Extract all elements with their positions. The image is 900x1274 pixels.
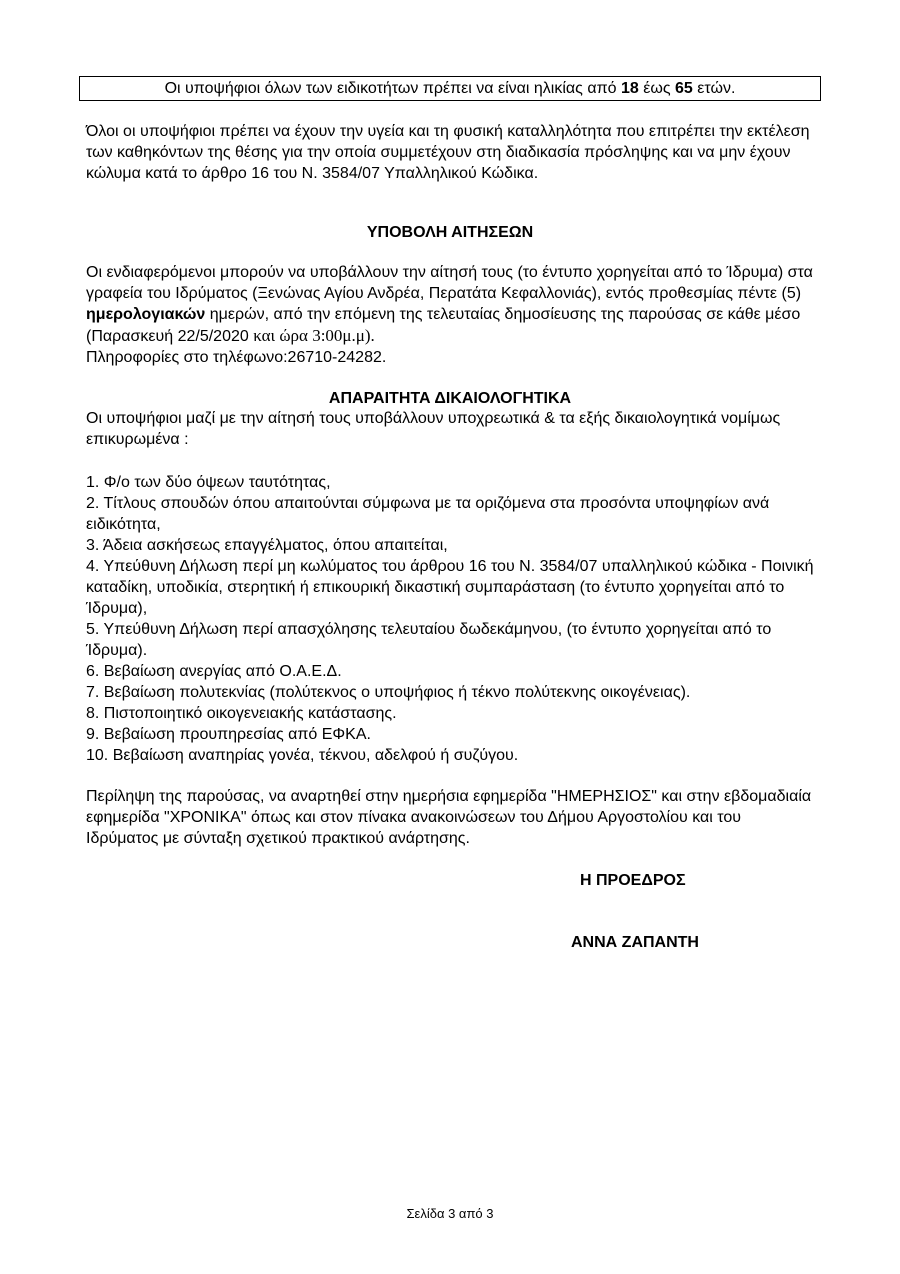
min-age: 18 [620,80,639,97]
list-item: 9. Βεβαίωση προυπηρεσίας από ΕΦΚΑ. [86,726,371,743]
page-number-footer: Σελίδα 3 από 3 [406,1206,494,1221]
signatory-name: ΑΝΝΑ ΖΑΠΑΝΤΗ [571,934,699,951]
age-text-between: έως [638,80,675,97]
list-item: 6. Βεβαίωση ανεργίας από Ο.Α.Ε.Δ. [86,663,342,680]
documents-intro: Οι υποψήφιοι μαζί με την αίτησή τους υποβάλλουν υποχρεωτικά & τα εξής δικαιολογητικά νομίμως επικυρωμένα : [86,410,781,448]
documents-list [86,472,816,766]
list-item: 1. Φ/ο των δύο όψεων ταυτότητας, [86,474,331,491]
list-item: 10. Βεβαίωση αναπηρίας γονέα, τέκνου, αδελφού ή συζύγου. [86,747,519,764]
calendar-days-word: ημερολογιακών [86,306,206,323]
list-item: 3. Άδεια ασκήσεως επαγγέλματος, όπου απαιτείται, [86,537,448,554]
list-item: 5. Υπεύθυνη Δήλωση περί απασχόλησης τελευταίου δωδεκάμηνου, (το έντυπο χορηγείται από το Ίδρυμα). [86,621,772,659]
age-requirement-box [79,76,821,101]
publication-paragraph: Περίληψη της παρούσας, να αναρτηθεί στην ημερήσια εφημερίδα "ΗΜΕΡΗΣΙΟΣ" και στην εβδομαδιαία εφημερίδα "ΧΡΟΝΙΚΑ" όπως και στον πίνακα ανακοινώσεων του Δήμου Αργοστολίου και του Ιδρύματος με σύνταξη σχετικού πρακτικού ανάρτησης. [86,788,812,847]
list-item: 7. Βεβαίωση πολυτεκνίας (πολύτεκνος ο υποψήφιος ή τέκνο πολύτεκνης οικογένειας). [86,684,691,701]
phone-info: Πληροφορίες στο τηλέφωνο:26710-24282. [86,349,387,366]
max-age: 65 [674,80,693,97]
health-paragraph: Όλοι οι υποψήφιοι πρέπει να έχουν την υγεία και τη φυσική καταλληλότητα που επιτρέπει την εκτέλεση των καθηκόντων της θέσης για την οποία συμμετέχουν στη διαδικασία πρόσληψης και να μην έχουν κώλυμα κατά το άρθρο 16 του Ν. 3584/07 Υπαλληλικού Κώδικα. [86,123,810,182]
list-item: 2. Τίτλους σπουδών όπου απαιτούνται σύμφωνα με τα οριζόμενα στα προσόντα υποψηφίων ανά ειδικότητα, [86,495,770,533]
submission-text-1: Οι ενδιαφερόμενοι μπορούν να υποβάλλουν την αίτησή τους (το έντυπο χορηγείται από το Ίδρυμα) στα γραφεία του Ιδρύματος (Ξενώνας Αγίου Ανδρέα, Περατάτα Κεφαλλονιάς), εντός προθεσμίας πέντε (5) [86,264,813,302]
list-item: 8. Πιστοποιητικό οικογενειακής κατάστασης. [86,705,397,722]
documents-heading: ΑΠΑΡΑΙΤΗΤΑ ΔΙΚΑΙΟΛΟΓΗΤΙΚΑ [328,390,572,407]
age-text-after: ετών. [692,80,736,97]
submission-text-2: ημερών, από την επόμενη της τελευταίας δημοσίευσης της παρούσας σε κάθε μέσο (Παρασκευή 22/5/2020 [86,306,801,345]
submission-heading: ΥΠΟΒΟΛΗ ΑΙΤΗΣΕΩΝ [366,224,534,241]
submission-deadline-time: και ώρα 3:00μ.μ). [253,326,375,345]
list-item: 4. Υπεύθυνη Δήλωση περί μη κωλύματος του άρθρου 16 του Ν. 3584/07 υπαλληλικού κώδικα - Ποινική καταδίκη, υποδικία, στερητική ή επικουρική δικαστική συμπαράσταση (το έντυπο χορηγείται από το Ίδρυμα), [86,558,814,617]
age-text-before: Οι υποψήφιοι όλων των ειδικοτήτων πρέπει να είναι ηλικίας από [164,80,621,97]
submission-paragraph [86,262,816,368]
signatory-role: Η ΠΡΟΕΔΡΟΣ [580,872,686,889]
